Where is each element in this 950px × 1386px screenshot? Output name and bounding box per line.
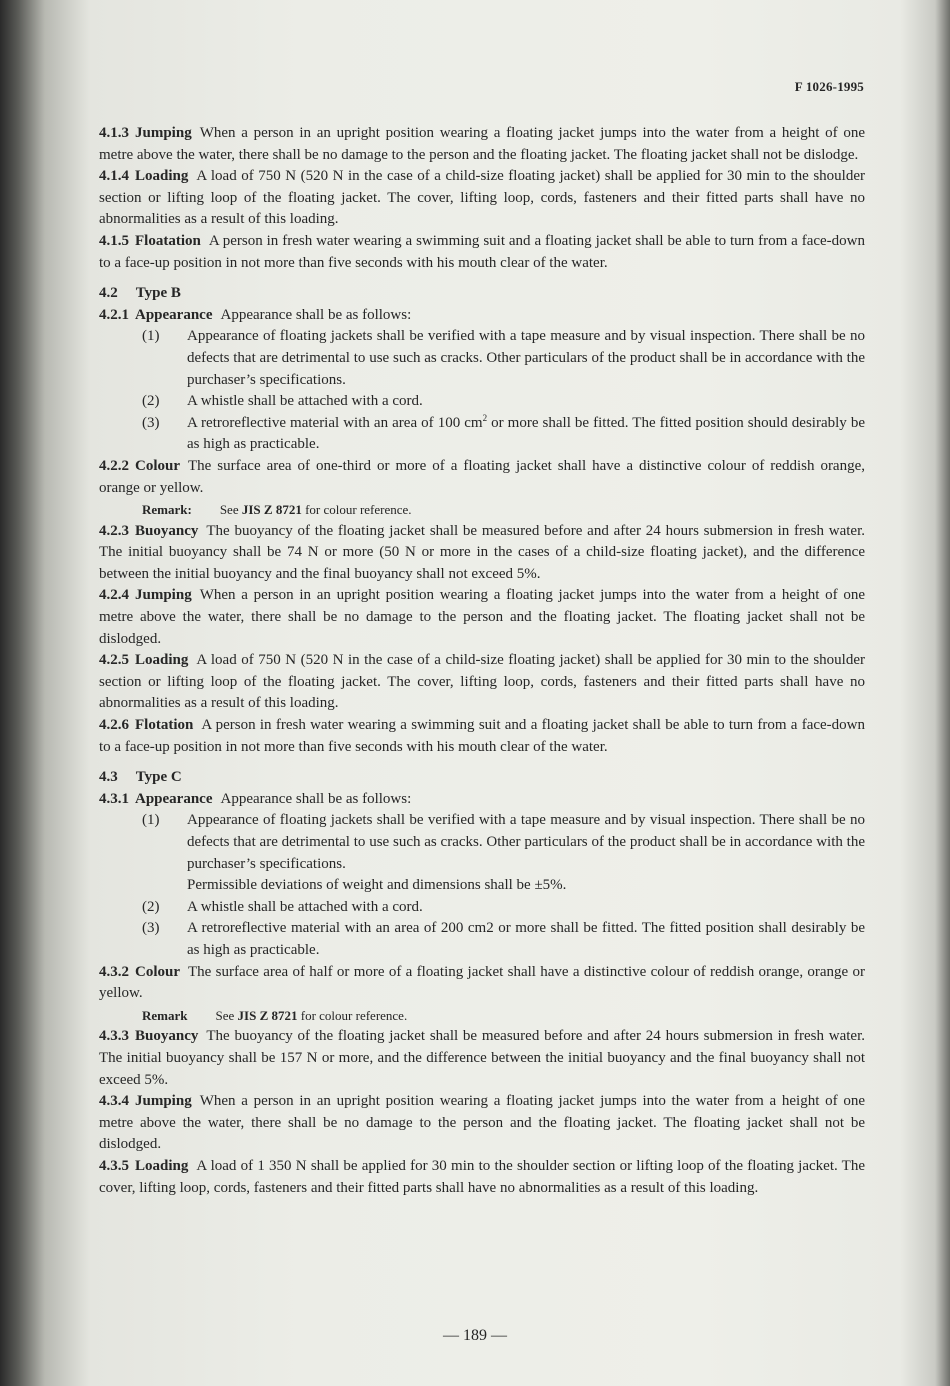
clause-text: The surface area of half or more of a floating jacket shall have a distinctive colour of reddish orange, orange or yellow. [99, 963, 865, 1002]
section-title: Type B [135, 285, 181, 302]
clause-title: Buoyancy [135, 522, 199, 539]
remark-label: Remark [142, 1007, 188, 1023]
remark-pre: See [215, 1007, 238, 1023]
clause-4-3-3 [99, 1026, 865, 1091]
clause-title: Jumping [135, 587, 192, 604]
clause-text: A person in fresh water wearing a swimming suit and a floating jacket shall be able to turn from a face-down to a face-up position in not more than five seconds with his mouth clear of the water. [99, 232, 865, 271]
clause-4-1-5 [99, 231, 865, 274]
list-item-continuation [99, 875, 865, 897]
clause-title: Flotation [135, 717, 194, 734]
clause-text: When a person in an upright position wearing a floating jacket jumps into the water from a height of one metre above the water, there shall be no damage to the person and the floating jacket. The floating jacket shall not be dislodged. [99, 1093, 865, 1153]
clause-4-3-5 [99, 1156, 865, 1199]
clause-4-2-2 [99, 456, 865, 499]
clause-number: 4.2.2 [99, 457, 129, 474]
clause-text: When a person in an upright position wearing a floating jacket jumps into the water from a height of one metre above the water, there shall be no damage to the person and the floating jacket. The floating jacket shall not be dislodged. [99, 587, 865, 647]
clause-number: 4.2.6 [99, 717, 129, 734]
clause-text: Appearance shall be as follows: [220, 790, 412, 807]
clause-text: The buoyancy of the floating jacket shall be measured before and after 24 hours submersion in fresh water. The initial buoyancy shall be 157 N or more, and the difference between the initial buoyancy and the final buoyancy shall not exceed 5%. [99, 1028, 865, 1088]
page-number: — 189 — [443, 1327, 507, 1344]
list-item [99, 391, 865, 413]
clause-4-3-1 [99, 789, 865, 811]
item-label: (3) [142, 920, 160, 937]
remark [99, 499, 865, 521]
clause-number: 4.1.4 [99, 168, 129, 185]
item-label: (2) [142, 393, 160, 410]
clause-text: When a person in an upright position wearing a floating jacket jumps into the water from a height of one metre above the water, there shall be no damage to the person and the floating jacket. The floating jacket shall not be dislodge. [99, 125, 865, 163]
item-text: Permissible deviations of weight and dimensions shall be ±5%. [187, 877, 567, 894]
clause-4-2-3 [99, 521, 865, 586]
list-item [99, 326, 865, 391]
item-label: (1) [142, 328, 160, 345]
document-body [99, 123, 865, 1199]
item-text: A whistle shall be attached with a cord. [187, 393, 423, 410]
document-id: F 1026-1995 [794, 79, 864, 94]
remark-standard: JIS Z 8721 [237, 1007, 298, 1023]
clause-text: A load of 1 350 N shall be applied for 30 min to the shoulder section or lifting loop of the floating jacket. The cover, lifting loop, cords, fasteners and their fitted parts shall have no abnormalities as a result of this loading. [99, 1157, 865, 1196]
clause-number: 4.2.3 [99, 522, 129, 539]
clause-title: Buoyancy [135, 1028, 199, 1045]
clause-4-2-1 [99, 305, 865, 327]
list-item [99, 918, 865, 961]
clause-number: 4.2.4 [99, 587, 129, 604]
clause-4-2-4 [99, 585, 865, 650]
clause-text: The buoyancy of the floating jacket shall be measured before and after 24 hours submersion in fresh water. The initial buoyancy shall be 74 N or more (50 N or more in the cases of a child-size floating jacket), and the difference between the initial buoyancy and the final buoyancy shall not exceed 5%. [99, 522, 865, 582]
clause-number: 4.3.2 [99, 963, 129, 980]
item-label [99, 875, 187, 897]
clause-number: 4.1.3 [99, 125, 129, 141]
clause-number: 4.2.1 [99, 306, 129, 323]
clause-number: 4.3.1 [99, 790, 129, 807]
item-label: (3) [142, 414, 160, 431]
section-4-2-heading [99, 283, 865, 305]
item-text: Appearance of floating jackets shall be verified with a tape measure and by visual inspection. There shall be no defects that are detrimental to use such as cracks. Other particulars of the product shall be in accordance with the purchaser’s specifications. [187, 328, 865, 388]
clause-title: Jumping [135, 125, 192, 141]
clause-title: Colour [135, 457, 180, 474]
remark-pre: See [219, 502, 242, 518]
clause-4-3-2 [99, 962, 865, 1005]
clause-4-3-4 [99, 1091, 865, 1156]
clause-4-2-5 [99, 650, 865, 715]
superscript: 2 [482, 412, 488, 423]
clause-text: A person in fresh water wearing a swimming suit and a floating jacket shall be able to turn from a face-down to a face-up position in not more than five seconds with his mouth clear of the water. [99, 717, 865, 755]
remark [99, 1005, 865, 1027]
item-label: (2) [142, 898, 160, 915]
remark-post: for colour reference. [301, 502, 412, 518]
clause-text: A load of 750 N (520 N in the case of a child-size floating jacket) shall be applied for 30 min to the shoulder section or lifting loop of the floating jacket. The cover, lifting loop, cords, fasteners and their fitted parts shall have no abnormalities as a result of this loading. [99, 168, 865, 228]
clause-number: 4.3.3 [99, 1028, 129, 1045]
list-item [99, 897, 865, 919]
item-text: A whistle shall be attached with a cord. [187, 898, 423, 915]
item-text [187, 413, 865, 456]
clause-number: 4.3.5 [99, 1157, 129, 1174]
section-4-3-heading [99, 767, 865, 789]
clause-title: Loading [135, 168, 189, 185]
clause-text: A load of 750 N (520 N in the case of a child-size floating jacket) shall be applied for 30 min to the shoulder section or lifting loop of the floating jacket. The cover, lifting loop, cords, fasteners and their fitted parts shall have no abnormalities as a result of this loading. [99, 652, 865, 712]
remark-standard: JIS Z 8721 [241, 502, 302, 518]
list-item [99, 810, 865, 875]
clause-title: Colour [135, 963, 180, 980]
clause-number: 4.2.5 [99, 652, 129, 669]
clause-4-2-6 [99, 715, 865, 758]
section-number: 4.2 [99, 285, 118, 302]
clause-title: Jumping [135, 1093, 192, 1110]
remark-label: Remark: [142, 502, 192, 518]
clause-title: Appearance [135, 790, 213, 807]
item-label: (1) [142, 812, 160, 829]
item-text: A retroreflective material with an area of 200 cm2 or more shall be fitted. The fitted position shall desirably be as high as practicable. [187, 920, 865, 958]
clause-text: Appearance shall be as follows: [220, 306, 412, 323]
clause-4-1-3 [99, 123, 865, 166]
item-text-before: A retroreflective material with an area of 100 cm [187, 414, 483, 431]
item-text-after: or more shall be fitted. The fitted position should desirably be as high as practicable. [187, 414, 865, 453]
section-title: Type C [135, 769, 182, 786]
list-item [99, 413, 865, 456]
clause-number: 4.1.5 [99, 232, 129, 249]
clause-number: 4.3.4 [99, 1093, 129, 1110]
clause-title: Loading [135, 652, 189, 669]
clause-4-1-4 [99, 166, 865, 231]
clause-text: The surface area of one-third or more of a floating jacket shall have a distinctive colour of reddish orange, orange or yellow. [99, 457, 865, 496]
remark-post: for colour reference. [297, 1007, 408, 1023]
section-number: 4.3 [99, 769, 118, 786]
item-text: Appearance of floating jackets shall be verified with a tape measure and by visual inspection. There shall be no defects that are detrimental to use such as cracks. Other particulars of the product shall be in accordance with the purchaser’s specifications. [187, 812, 865, 872]
clause-title: Appearance [135, 306, 213, 323]
clause-title: Loading [135, 1157, 189, 1174]
clause-title: Floatation [135, 232, 201, 249]
